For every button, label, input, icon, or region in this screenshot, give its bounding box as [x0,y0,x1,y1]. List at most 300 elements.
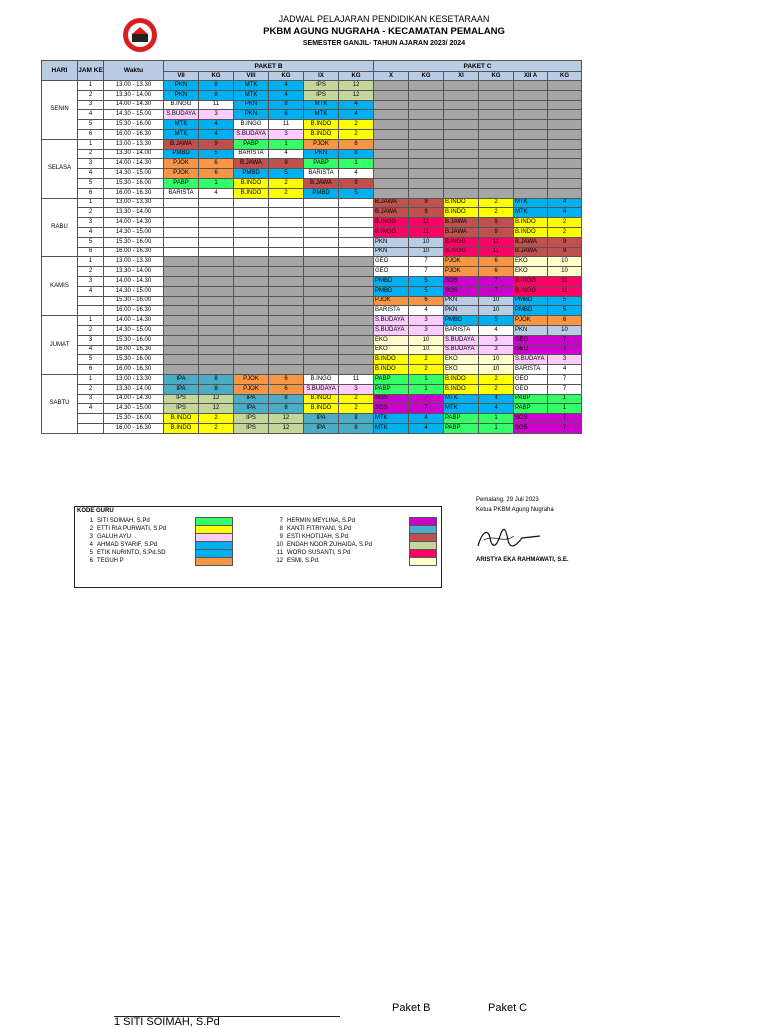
legend-item [81,525,235,533]
teacher-code-cell [339,267,374,277]
subject-cell: B.JAWA [514,247,548,257]
subject-cell: MTK [444,394,479,404]
subject-cell: EKO [514,267,548,277]
teacher-code-cell: 7 [548,345,582,355]
table-row [42,414,582,424]
teacher-code-cell [548,188,582,198]
subject-cell [304,247,339,257]
teacher-code-cell: 4 [199,120,234,130]
teacher-code-cell: 9 [339,178,374,188]
legend-item [81,517,235,525]
teacher-code-cell: 11 [548,276,582,286]
teacher-code-cell [339,227,374,237]
teacher-code-cell: 4 [199,188,234,198]
subject-cell: B.INGG [514,276,548,286]
time-slot: 15.30 - 16.00 [104,296,164,306]
subject-cell: B.JAWA [374,198,409,208]
legend-teacher-name: ESTI KHOTIJAH, S.Pd [287,534,349,540]
time-slot: 13.00 - 13.30 [104,139,164,149]
teacher-code-cell [339,316,374,326]
signature-name: ARISTYA EKA RAHMAWATI, S.E. [476,557,569,563]
teacher-code-cell: 2 [409,355,444,365]
subject-cell: GEO [514,374,548,384]
subject-cell: MTK [514,208,548,218]
teacher-code-cell [269,306,304,316]
teacher-code-cell [269,286,304,296]
period-number: 4 [78,286,104,296]
teacher-code-cell: 1 [548,404,582,414]
period-number: 1 [78,81,104,91]
legend-teacher-name: ETTI RIA PURWATI, S.Pd [97,526,167,532]
legend-teacher-name: KANTI FITRIYANI, S.Pd [287,526,352,532]
teacher-code-cell: 3 [339,384,374,394]
teacher-code-cell [339,218,374,228]
subject-cell [374,120,409,130]
table-row [42,423,582,433]
subject-cell [514,139,548,149]
footer-paket-c: Paket C [488,1002,528,1014]
legend-number: 2 [89,526,93,532]
table-row [42,257,582,267]
legend-item [271,525,439,533]
teacher-code-cell [269,237,304,247]
subject-cell: PJOK [444,267,479,277]
table-row [42,276,582,286]
teacher-code-cell: 2 [199,423,234,433]
subject-cell: S.BUDAYA [374,325,409,335]
time-slot: 16.00 - 16.30 [104,188,164,198]
teacher-code-cell [269,257,304,267]
subject-cell: B.INDO [444,384,479,394]
subject-cell: B.JAWA [514,237,548,247]
subject-cell [164,286,199,296]
period-number: 2 [78,267,104,277]
subject-cell: PJOK [514,316,548,326]
teacher-code-cell: 4 [339,110,374,120]
header-jamke: JAM KE [78,61,104,81]
table-row [42,316,582,326]
subject-cell [444,129,479,139]
teacher-code-cell: 3 [548,355,582,365]
teacher-code-cell: 2 [479,374,514,384]
teacher-code-cell [548,129,582,139]
teacher-code-cell [269,296,304,306]
teacher-code-cell [479,188,514,198]
subject-cell: B.INDO [374,355,409,365]
teacher-code-cell [479,90,514,100]
teacher-code-cell [269,218,304,228]
subject-cell [164,355,199,365]
legend-teacher-name: ENDAH NOOR ZUHAIDA, S.Pd [287,542,373,548]
subject-cell [164,335,199,345]
subject-cell: MTK [234,81,269,91]
teacher-code-cell: 6 [199,159,234,169]
teacher-code-cell [409,178,444,188]
teacher-code-cell [548,110,582,120]
subject-cell [234,286,269,296]
subject-cell [374,178,409,188]
teacher-code-cell: 5 [409,276,444,286]
teacher-code-cell [269,208,304,218]
legend-teacher-name: TEGUH P [97,558,124,564]
subject-cell [234,227,269,237]
teacher-code-cell: 9 [479,218,514,228]
teacher-code-cell: 4 [269,81,304,91]
table-row [42,90,582,100]
time-slot: 13.30 - 14.00 [104,149,164,159]
teacher-code-cell: 4 [409,414,444,424]
teacher-code-cell: 7 [548,414,582,424]
teacher-code-cell: 10 [548,267,582,277]
teacher-code-cell [339,365,374,375]
time-slot: 16.00 - 16.30 [104,365,164,375]
subject-cell [374,110,409,120]
teacher-code-cell [548,178,582,188]
subject-cell: EKO [374,345,409,355]
subject-cell [444,178,479,188]
subject-cell: B.INGG [234,120,269,130]
teacher-code-cell [339,355,374,365]
teacher-code-cell: 1 [339,159,374,169]
subject-cell: B.JAWA [374,208,409,218]
subject-cell [444,110,479,120]
table-row [42,237,582,247]
header-class-10: XII A [514,72,548,81]
teacher-code-cell: 7 [548,423,582,433]
legend-teacher-name: GALUH AYU [97,534,131,540]
subject-cell [514,100,548,110]
teacher-code-cell [548,120,582,130]
subject-cell: B.JAWA [164,139,199,149]
subject-cell: B.INDO [164,414,199,424]
subject-cell [234,365,269,375]
subject-cell [304,306,339,316]
teacher-code-cell: 4 [548,198,582,208]
teacher-code-cell: 5 [548,306,582,316]
teacher-code-cell: 4 [199,129,234,139]
teacher-code-cell: 9 [548,247,582,257]
subject-cell: PJOK [234,374,269,384]
teacher-code-cell [339,345,374,355]
subject-cell: B.INDO [374,365,409,375]
subject-cell: PMBD [374,286,409,296]
subject-cell: IPS [234,414,269,424]
subject-cell: S.BUDAYA [444,335,479,345]
teacher-code-cell [479,120,514,130]
subject-cell [234,276,269,286]
time-slot: 13.00 - 13.30 [104,198,164,208]
teacher-code-cell [409,169,444,179]
subject-cell: PKN [514,325,548,335]
teacher-code-cell: 5 [409,286,444,296]
time-slot: 14.00 - 14.30 [104,218,164,228]
time-slot: 14.00 - 14.30 [104,276,164,286]
teacher-code-cell: 2 [339,129,374,139]
subject-cell: S.BUDAYA [374,316,409,326]
subject-cell [304,365,339,375]
subject-cell: PABP [374,384,409,394]
teacher-code-cell: 12 [199,394,234,404]
teacher-code-cell: 11 [409,227,444,237]
teacher-code-cell [199,345,234,355]
teacher-code-cell [479,110,514,120]
subject-cell [514,110,548,120]
teacher-code-cell: 4 [269,149,304,159]
time-slot: 14.30 - 15.00 [104,169,164,179]
table-row [42,306,582,316]
teacher-code-cell: 10 [479,306,514,316]
time-slot: 13.00 - 13.30 [104,257,164,267]
subject-cell: B.INGG [444,237,479,247]
teacher-code-cell: 1 [479,423,514,433]
teacher-code-cell [339,247,374,257]
subject-cell [234,335,269,345]
teacher-code-cell: 8 [339,423,374,433]
teacher-code-cell [479,100,514,110]
teacher-code-cell [409,120,444,130]
teacher-code-cell: 11 [479,237,514,247]
table-row [42,178,582,188]
teacher-code-cell [339,296,374,306]
subject-cell: PMBD [514,296,548,306]
teacher-code-cell: 12 [269,423,304,433]
legend-item [271,533,439,541]
time-slot: 13.30 - 14.00 [104,267,164,277]
teacher-code-cell [548,139,582,149]
subject-cell [304,325,339,335]
time-slot: 15.30 - 16.00 [104,178,164,188]
subject-cell [444,90,479,100]
legend-item [81,557,235,565]
teacher-code-cell [269,365,304,375]
teacher-code-cell: 8 [199,374,234,384]
header-class-1: KG [199,72,234,81]
teacher-code-cell [199,208,234,218]
subject-cell: IPA [304,414,339,424]
subject-cell [374,129,409,139]
subject-cell: B.JAWA [444,227,479,237]
teacher-code-legend [74,506,442,588]
teacher-code-cell [479,169,514,179]
subject-cell [374,169,409,179]
subject-cell: B.INGG [374,218,409,228]
legend-number: 10 [276,542,283,548]
time-slot: 15.30 - 16.00 [104,414,164,424]
day-label: SENIN [42,81,78,140]
teacher-code-cell [199,335,234,345]
table-row [42,384,582,394]
time-slot: 14.30 - 15.00 [104,286,164,296]
teacher-code-cell [199,237,234,247]
footer-divider [114,1016,340,1017]
time-slot: 13.30 - 14.00 [104,208,164,218]
subject-cell: B.JAWA [234,159,269,169]
teacher-code-cell: 2 [479,208,514,218]
teacher-code-cell: 8 [269,110,304,120]
time-slot: 15.30 - 16.00 [104,335,164,345]
footer-paket-b: Paket B [392,1002,431,1014]
teacher-code-cell [339,276,374,286]
table-row [42,286,582,296]
subject-cell: PABP [374,374,409,384]
subject-cell: MTK [164,129,199,139]
signature-place-date: Pemalang, 29 Juli 2023 [476,497,539,503]
subject-cell: IPA [164,384,199,394]
subject-cell [164,198,199,208]
subject-cell [514,149,548,159]
day-label: JUMAT [42,316,78,375]
subject-cell [234,208,269,218]
teacher-code-cell: 7 [409,394,444,404]
period-number: 3 [78,159,104,169]
subject-cell: IPA [164,374,199,384]
subject-cell: SOS [514,414,548,424]
teacher-code-cell [199,306,234,316]
subject-cell [234,306,269,316]
subject-cell: B.INDO [304,120,339,130]
teacher-code-cell [548,90,582,100]
subject-cell: BARISTA [304,169,339,179]
teacher-code-cell: 3 [479,335,514,345]
subject-cell: PABP [514,404,548,414]
teacher-code-cell: 1 [409,374,444,384]
time-slot: 16.00 - 16.30 [104,247,164,257]
subject-cell: PKN [164,81,199,91]
period-number: 1 [78,139,104,149]
subject-cell [164,325,199,335]
time-slot: 15.30 - 16.00 [104,237,164,247]
legend-number: 12 [276,558,283,564]
teacher-code-cell: 7 [409,267,444,277]
teacher-code-cell: 4 [409,423,444,433]
header-class-0: VII [164,72,199,81]
subject-cell [444,139,479,149]
table-row [42,159,582,169]
subject-cell [444,169,479,179]
period-number [78,414,104,424]
period-number: 2 [78,90,104,100]
legend-item [271,517,439,525]
table-row [42,218,582,228]
subject-cell: EKO [374,335,409,345]
teacher-code-cell: 8 [199,90,234,100]
period-number: 5 [78,120,104,130]
period-number: 2 [78,384,104,394]
footer-partial-name: 1 SITI SOIMAH, S.Pd [114,1016,220,1028]
subject-cell: SOS [374,394,409,404]
subject-cell [374,188,409,198]
teacher-code-cell: 4 [339,169,374,179]
subject-cell: IPA [234,394,269,404]
legend-item [81,541,235,549]
teacher-code-cell [548,100,582,110]
subject-cell [164,365,199,375]
teacher-code-cell: 4 [548,365,582,375]
period-number [78,423,104,433]
legend-item [271,541,439,549]
day-label: SELASA [42,139,78,198]
legend-teacher-name: AHMAD SYARIF, S.Pd [97,542,158,548]
table-row [42,394,582,404]
subject-cell [234,247,269,257]
subject-cell [234,316,269,326]
subject-cell: PJOK [304,139,339,149]
subject-cell [304,345,339,355]
teacher-code-cell: 10 [409,237,444,247]
teacher-code-cell: 2 [479,198,514,208]
subject-cell [164,316,199,326]
period-number: 6 [78,365,104,375]
teacher-code-cell: 3 [269,129,304,139]
subject-cell [444,159,479,169]
legend-number: 9 [279,534,283,540]
legend-number: 5 [89,550,93,556]
day-label: KAMIS [42,257,78,316]
teacher-code-cell: 7 [409,404,444,414]
subject-cell: B.INGG [514,286,548,296]
subject-cell: PJOK [164,159,199,169]
table-row [42,374,582,384]
subject-cell [374,149,409,159]
teacher-code-cell [409,90,444,100]
teacher-code-cell [339,208,374,218]
subject-cell: BARISTA [234,149,269,159]
teacher-code-cell [409,110,444,120]
subject-cell [164,296,199,306]
teacher-code-cell: 9 [409,198,444,208]
period-number: 4 [78,227,104,237]
legend-number: 7 [279,518,283,524]
day-label: SABTU [42,374,78,433]
time-slot: 14.30 - 15.00 [104,110,164,120]
period-number: 1 [78,198,104,208]
legend-number: 11 [276,550,283,556]
legend-number: 6 [89,558,93,564]
teacher-code-cell: 2 [339,404,374,414]
subject-cell: B.JAWA [444,218,479,228]
table-row [42,267,582,277]
subject-cell: S.BUDAYA [514,355,548,365]
header-class-6: X [374,72,409,81]
table-row [42,188,582,198]
teacher-code-cell [339,335,374,345]
time-slot: 14.00 - 14.30 [104,159,164,169]
teacher-code-cell [409,81,444,91]
period-number: 6 [78,188,104,198]
table-row [42,355,582,365]
subject-cell [234,267,269,277]
subject-cell: PJOK [444,257,479,267]
subject-cell: IPA [234,404,269,414]
subject-cell: S.BUDAYA [164,110,199,120]
time-slot: 13.00 - 13.30 [104,81,164,91]
teacher-code-cell: 5 [269,169,304,179]
table-row [42,247,582,257]
teacher-code-cell [409,139,444,149]
teacher-code-cell: 6 [479,257,514,267]
teacher-code-cell: 2 [339,120,374,130]
header-hari: HARI [42,61,78,81]
day-label: RABU [42,198,78,257]
subject-cell [234,257,269,267]
subject-cell: PKN [374,237,409,247]
subject-cell: PMBD [374,276,409,286]
header-class-11: KG [548,72,582,81]
subject-cell [444,100,479,110]
period-number: 1 [78,316,104,326]
subject-cell: PJOK [164,169,199,179]
teacher-code-cell: 1 [479,414,514,424]
